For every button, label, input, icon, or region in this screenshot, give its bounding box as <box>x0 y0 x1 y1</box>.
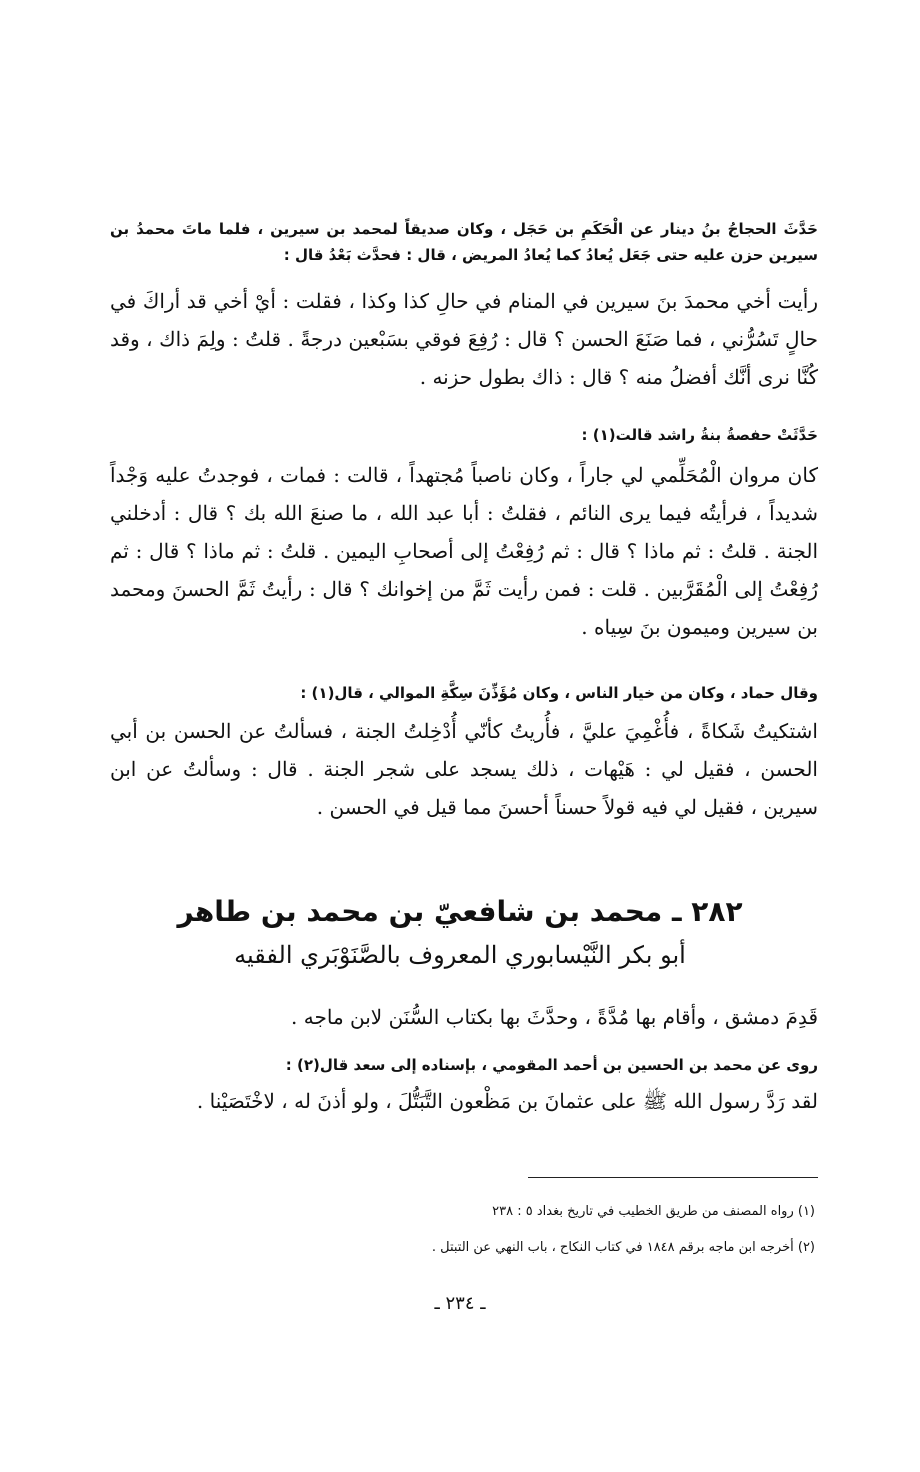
footnote-2: (٢) أخرجه ابن ماجه برقم ١٨٤٨ في كتاب النكاح ، باب النهي عن التبتل . <box>431 1240 815 1255</box>
paragraph-1: رأيت أخي محمدَ بنَ سيرين في المنام في حالِ كذا وكذا ، فقلت : أيْ أخي قد أراكَ في حالٍ تَسُرُّني ، فما صَنَعَ الحسن ؟ قال : رُفِعَ فوقي بسَبْعين درجةً . قلتُ : ولِمَ ذاك ، وقد كُنَّا نرى أنَّك أفضلُ منه ؟ قال : ذاك بطول حزنه . <box>110 289 818 389</box>
entry-subtitle: أبو بكر النَّيْسابوري المعروف بالصَّنَوْبَري الفقيه <box>234 941 686 969</box>
isnad-3: وقال حماد ، وكان من خيار الناس ، وكان مُؤَذِّنَ سِكَّةِ الموالي ، قال(١) : <box>300 684 818 702</box>
footnote-divider <box>528 1177 818 1178</box>
isnad-1: حَدَّثَ الحجاجُ بنُ دينار عن الْحَكَمِ بن حَجَل ، وكان صديقاً لمحمد بن سيرين ، فلما ماتَ محمدُ بن سيرين حزن عليه حتى جَعَل يُعادُ كما يُعادُ المريض ، قال : فحدَّث بَعْدُ قال : <box>110 220 818 264</box>
entry-title: ٢٨٢ ـ محمد بن شافعيّ بن محمد بن طاهر <box>177 895 743 928</box>
footnotes <box>255 1194 815 1266</box>
paragraph-2: كان مروان الْمُحَلِّمي لي جاراً ، وكان ناصباً مُجتهداً ، قالت : فمات ، فوجدتُ عليه وَجْداً شديداً ، فرأيتُه فيما يرى النائم ، فقلتُ : أبا عبد الله ، ما صنعَ الله بك ؟ قال : أدخلني الجنة . قلتُ : ثم ماذا ؟ قال : ثم رُفِعْتُ إلى أصحابِ اليمين . قلتُ : ثم ماذا ؟ قال : ثم رُفِعْتُ إلى الْمُقَرَّبين . قلت : فمن رأيت ثَمَّ من إخوانك ؟ قال : رأيتُ ثَمَّ الحسنَ ومحمد بن سيرين وميمون بنَ سِياه . <box>110 463 818 639</box>
isnad-2: حَدَّثَتْ حفصةُ بنةُ راشد قالت(١) : <box>581 426 818 444</box>
page-number: ـ ٢٣٤ ـ <box>434 1293 486 1314</box>
hadith-text: لقد رَدَّ رسول الله ﷺ على عثمانَ بن مَظْعون التَّبَتُّلَ ، ولو أذنَ له ، لاخْتَصَيْنا . <box>196 1089 818 1113</box>
entry-paragraph: قَدِمَ دمشق ، وأقام بها مُدَّةً ، وحدَّثَ بها بكتاب السُّنَن لابن ماجه . <box>291 1005 818 1029</box>
footnote-1: (١) رواه المصنف من طريق الخطيب في تاريخ بغداد ٥ : ٢٣٨ <box>492 1204 815 1219</box>
paragraph-3: اشتكيتُ شَكاةً ، فأُغْمِيَ عليَّ ، فأُريتُ كأنّي أُدْخِلتُ الجنة ، فسألتُ عن الحسن بن أبي الحسن ، فقيل لي : هَيْهات ، ذلك يسجد على شجر الجنة . قال : وسألتُ عن ابن سيرين ، فقيل لي فيه قولاً حسناً أحسنَ مما قيل في الحسن . <box>110 719 818 819</box>
entry-isnad: روى عن محمد بن الحسين بن أحمد المقومي ، بإسناده إلى سعد قال(٢) : <box>285 1056 818 1074</box>
